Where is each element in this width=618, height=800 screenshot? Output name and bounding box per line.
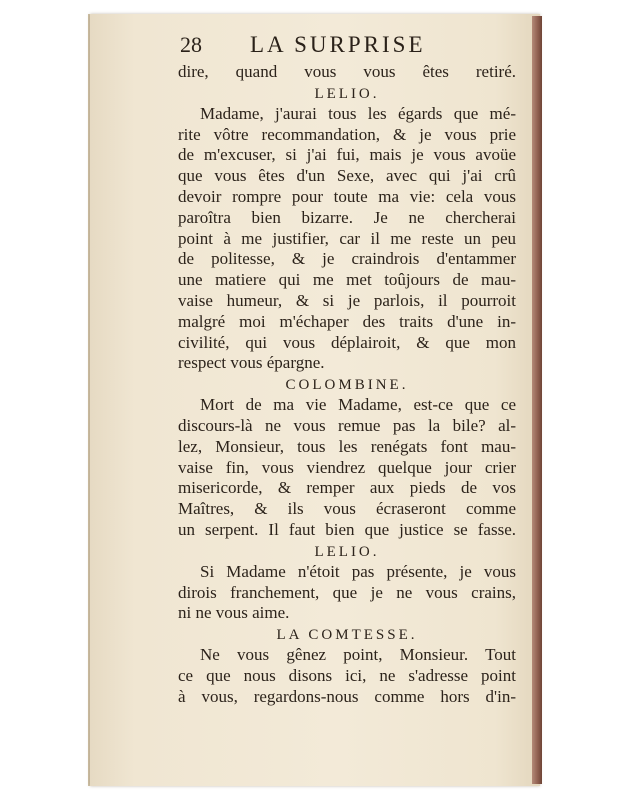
body-text — [178, 62, 516, 708]
running-title: LA SURPRISE — [250, 32, 426, 57]
text-line: devoir rompre pour toute ma vie: cela vous — [178, 186, 516, 206]
text-line: que vous êtes d'un Sexe, avec qui j'ai crû — [178, 166, 516, 186]
text-line: un serpent. Il faut bien que justice se fasse. — [178, 519, 516, 539]
text-line: dire, quand vous vous êtes retiré. — [178, 62, 516, 81]
text-line: malgré moi m'échaper des traits d'une in- — [178, 311, 516, 331]
text-line: vaise fin, vous viendrez quelque jour crier — [178, 457, 516, 477]
text-line: lez, Monsieur, tous les renégats font mau- — [178, 436, 516, 456]
text-line: ce que nous disons ici, ne s'adresse point — [178, 665, 516, 685]
text-line: une matiere qui me met toûjours de mau- — [178, 270, 516, 290]
text-line: à vous, regardons-nous comme hors d'in- — [178, 686, 516, 706]
text-line: discours-là ne vous remue pas la bile? al- — [178, 415, 516, 435]
text-line: Si Madame n'étoit pas présente, je vous — [200, 561, 516, 581]
text-line: Ne vous gênez point, Monsieur. Tout — [200, 645, 516, 665]
page-number: 28 — [180, 32, 202, 57]
text-line: rite vôtre recommandation, & je vous prie — [178, 124, 516, 144]
page-edge — [532, 16, 542, 784]
speaker-name: LA COMTESSE. — [276, 627, 418, 644]
text-line: Madame, j'aurai tous les égards que mé- — [200, 103, 516, 123]
speaker-name: COLOMBINE. — [285, 377, 409, 394]
text-line: dirois franchement, que je ne vous crains, — [178, 582, 516, 602]
text-line: respect vous épargne. — [178, 353, 325, 373]
page-header — [180, 30, 490, 64]
text-line: Mort de ma vie Madame, est-ce que ce — [200, 395, 516, 415]
speaker-name: LELIO. — [314, 85, 380, 102]
text-line: ni ne vous aime. — [178, 603, 290, 623]
text-line: misericorde, & remper aux pieds de vos — [178, 478, 516, 498]
speaker-name: LELIO. — [314, 543, 380, 560]
text-line: de politesse, & je craindrois d'entammer — [178, 249, 516, 269]
text-line: de m'excuser, si j'ai fui, mais je vous avoüe — [178, 145, 516, 165]
text-line: civilité, qui vous déplairoit, & que mon — [178, 332, 516, 352]
text-line: vaise humeur, & si je parlois, il pourroit — [178, 290, 516, 310]
text-line: point à me justifier, car il me reste un peu — [178, 228, 516, 248]
text-line: paroîtra bien bizarre. Je ne chercherai — [178, 207, 516, 227]
text-line: Maîtres, & ils vous écraseront comme — [178, 499, 516, 519]
